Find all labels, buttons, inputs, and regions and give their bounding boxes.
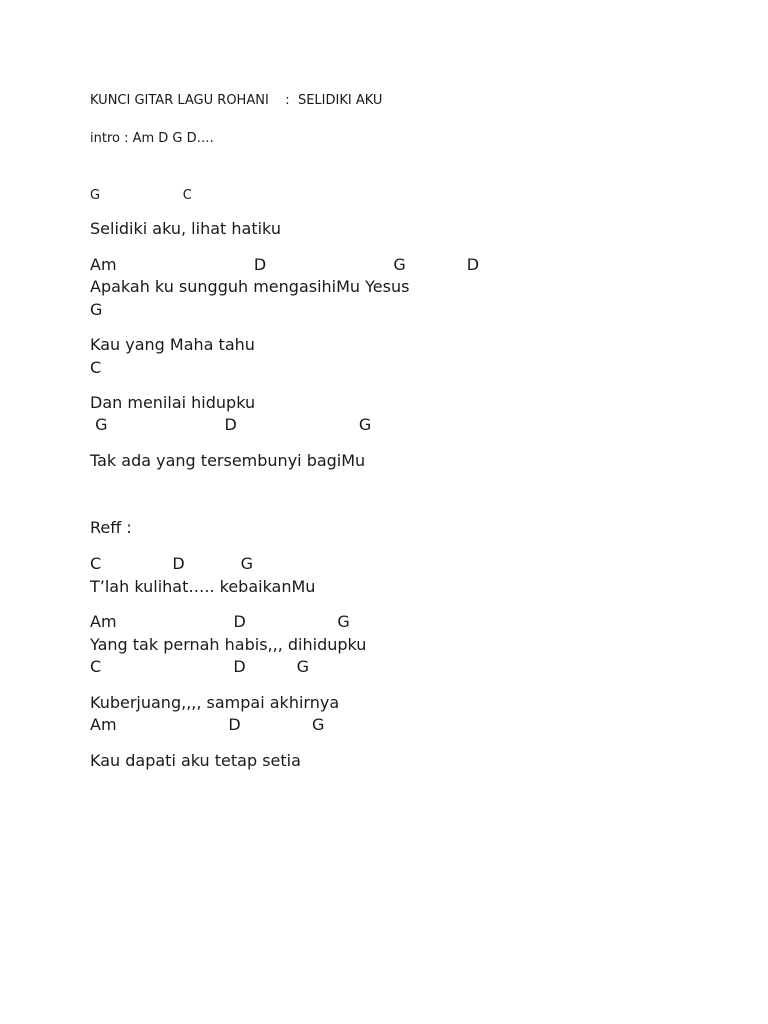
verse-lyric-line-1: Selidiki aku, lihat hatiku bbox=[90, 219, 281, 238]
reff-lyric-line-1: T’lah kulihat….. kebaikanMu bbox=[90, 577, 316, 596]
verse-lyric-line-4: Dan menilai hidupku bbox=[90, 393, 256, 412]
verse-chord-line-1: G C bbox=[90, 188, 192, 203]
reff-label: Reff : bbox=[90, 518, 132, 537]
verse-chord-line-5: G D G bbox=[90, 415, 372, 434]
reff-lyric-line-3: Kuberjuang,,,, sampai akhirnya bbox=[90, 693, 340, 712]
verse-chord-line-3: G bbox=[90, 300, 103, 319]
verse-chord-line-4: C bbox=[90, 358, 102, 377]
reff-chord-line-2: Am D G bbox=[90, 612, 350, 631]
reff-lyric-line-2: Yang tak pernah habis,,, dihidupku bbox=[90, 635, 367, 654]
reff-chord-line-3: C D G bbox=[90, 657, 309, 676]
intro-chords: intro : Am D G D…. bbox=[90, 131, 214, 146]
reff-chord-line-4: Am D G bbox=[90, 715, 325, 734]
verse-lyric-line-5: Tak ada yang tersembunyi bagiMu bbox=[90, 451, 366, 470]
verse-lyric-line-2: Apakah ku sungguh mengasihiMu Yesus bbox=[90, 277, 410, 296]
reff-lyric-line-4: Kau dapati aku tetap setia bbox=[90, 751, 301, 770]
verse-chord-line-2: Am D G D bbox=[90, 255, 480, 274]
reff-chord-line-1: C D G bbox=[90, 554, 254, 573]
verse-lyric-line-3: Kau yang Maha tahu bbox=[90, 335, 255, 354]
song-title: KUNCI GITAR LAGU ROHANI : SELIDIKI AKU bbox=[90, 93, 383, 108]
